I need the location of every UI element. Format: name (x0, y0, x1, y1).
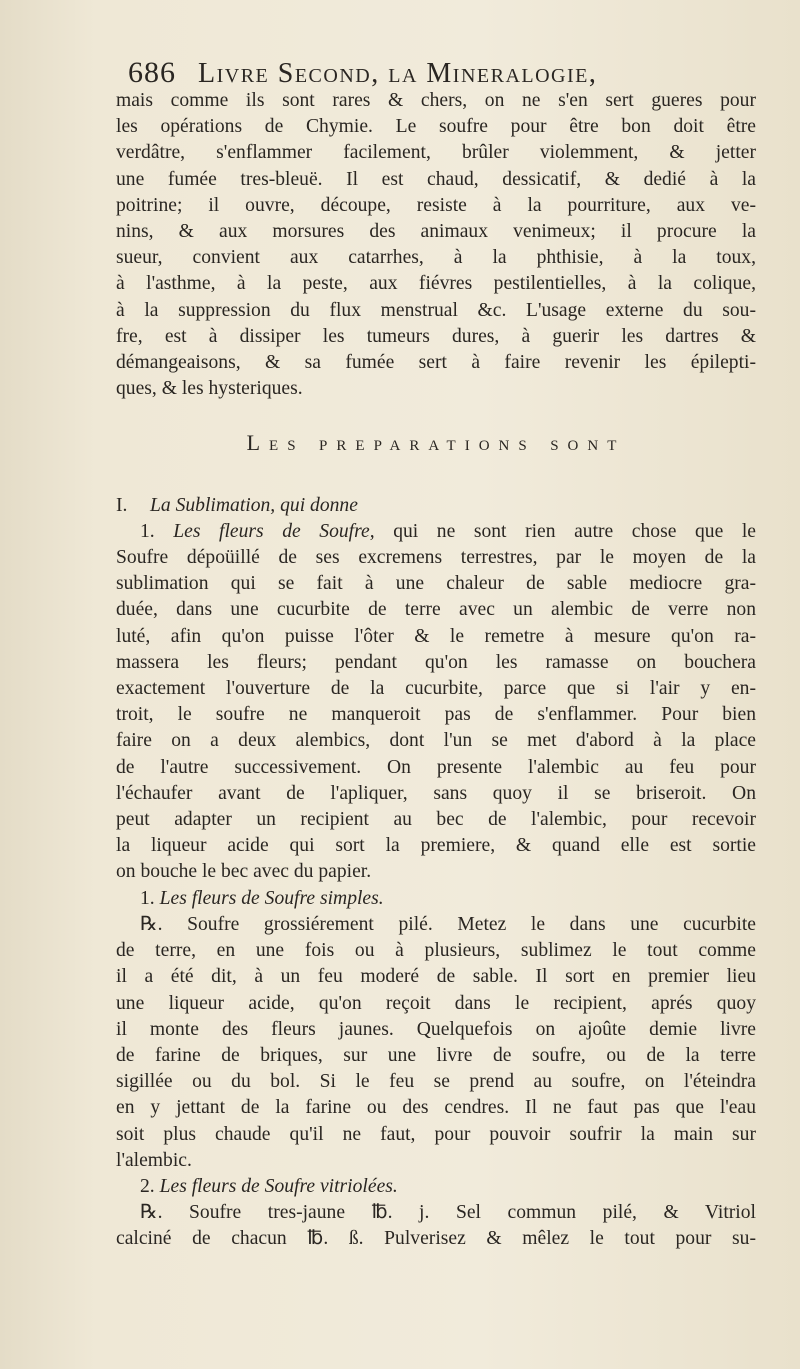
text-line: calciné de chacun ℔. ß. Pulverisez & mêlez le tout pour su- (116, 1228, 756, 1250)
text-line: il monte des fleurs jaunes. Quelquefois on ajoûte demie livre (116, 1018, 756, 1040)
text-line: ℞. Soufre tres-jaune ℔. j. Sel commun pilé, & Vitriol (140, 1202, 756, 1224)
running-head (128, 55, 756, 92)
page-text (116, 55, 756, 1253)
recipe-paragraph (116, 912, 756, 1174)
text-line: peut adapter un recipient au bec de l'alembic, pour recevoir (116, 809, 756, 831)
text-line: les opérations de Chymie. Le soufre pour être bon doit être (116, 116, 756, 138)
text-line: nins, & aux morsures des animaux venimeux; il procure la (116, 221, 756, 243)
text-line: ques, & les hysteriques. (116, 378, 303, 400)
page-number: 686 (128, 56, 176, 89)
text-line: une fumée tres-bleuë. Il est chaud, dessicatif, & dedié à la (116, 168, 756, 190)
intro-paragraph (116, 88, 756, 402)
text-line: de l'autre successivement. On presente l'alembic au feu pour (116, 756, 756, 778)
text-line: luté, afin qu'on puisse l'ôter & le remetre à mesure qu'on ra- (116, 625, 756, 647)
text-line: sigillée ou du bol. Si le feu se prend au soufre, on l'éteindra (116, 1071, 756, 1093)
text-run: qui ne sont rien autre chose que le (393, 520, 756, 542)
sublimation-heading (116, 493, 756, 519)
term-italic: Les fleurs de Soufre, (173, 520, 375, 542)
recipe-paragraph (116, 1200, 756, 1252)
recipe-numeral: 2. (140, 1175, 155, 1197)
recipe-heading (116, 886, 756, 912)
text-line: de farine de briques, sur une livre de soufre, ou de la terre (116, 1044, 756, 1066)
text-line: verdâtre, s'enflammer facilement, brûler violemment, & jetter (116, 142, 756, 164)
heading-title: La Sublimation, qui donne (150, 494, 358, 516)
text-line: soit plus chaude qu'il ne faut, pour pouvoir soufrir la main sur (116, 1123, 756, 1145)
text-line: ℞. Soufre grossiérement pilé. Metez le dans une cucurbite (140, 913, 756, 935)
text-line: à la suppression du flux menstrual &c. L'usage externe du sou- (116, 299, 756, 321)
text-line: sublimation qui se fait à une chaleur de sable mediocre gra- (116, 573, 756, 595)
text-line: duée, dans une cucurbite de terre avec un alembic de verre non (116, 599, 756, 621)
running-title: Livre Second, la Mineralogie, (198, 58, 598, 89)
heading-numeral: I. (116, 494, 128, 516)
text-line: une liqueur acide, qu'on reçoit dans le recipient, aprés quoy (116, 992, 756, 1014)
recipe-heading (116, 1174, 756, 1200)
text-line: massera les fleurs; pendant qu'on les ramasse on bouchera (116, 651, 756, 673)
recipe-numeral: 1. (140, 887, 155, 909)
text-line: à l'asthme, à la peste, aux fiévres pestilentielles, à la colique, (116, 273, 756, 295)
text-line: il a été dit, à un feu moderé de sable. Il sort en premier lieu (116, 966, 756, 988)
text-line: sueur, convient aux catarrhes, à la phthisie, à la toux, (116, 247, 756, 269)
text-line: démangeaisons, & sa fumée sert à faire revenir les épilepti- (116, 352, 756, 374)
text-line: on bouche le bec avec du papier. (116, 861, 372, 883)
recipe-title: Les fleurs de Soufre simples. (159, 887, 384, 909)
text-line: mais comme ils sont rares & chers, on ne s'en sert gueres pour (116, 90, 756, 111)
recipe-title: Les fleurs de Soufre vitriolées. (159, 1175, 398, 1197)
text-line (116, 519, 756, 545)
section-heading: Les preparations sont (246, 430, 626, 456)
text-line: troit, le soufre ne manqueroit pas de s'enflammer. Pour bien (116, 704, 756, 726)
fleurs-paragraph (116, 519, 756, 886)
text-line: Soufre dépoüillé de ses excremens terrestres, par le moyen de la (116, 547, 756, 569)
text-line: fre, est à dissiper les tumeurs dures, à guerir les dartres & (116, 325, 756, 347)
text-line: de terre, en une fois ou à plusieurs, sublimez le tout comme (116, 940, 756, 962)
text-line: l'échaufer avant de l'apliquer, sans quoy il se briseroit. On (116, 782, 756, 804)
item-numeral: 1. (140, 520, 155, 542)
text-line: exactement l'ouverture de la cucurbite, parce que si l'air y en- (116, 678, 756, 700)
text-line: l'alembic. (116, 1149, 192, 1171)
text-line: la liqueur acide qui sort la premiere, & quand elle est sortie (116, 835, 756, 857)
text-line: poitrine; il ouvre, découpe, resiste à la pourriture, aux ve- (116, 194, 756, 216)
text-line: en y jettant de la farine ou des cendres. Il ne faut pas que l'eau (116, 1097, 756, 1119)
text-line: faire on a deux alembics, dont l'un se met d'abord à la place (116, 730, 756, 752)
